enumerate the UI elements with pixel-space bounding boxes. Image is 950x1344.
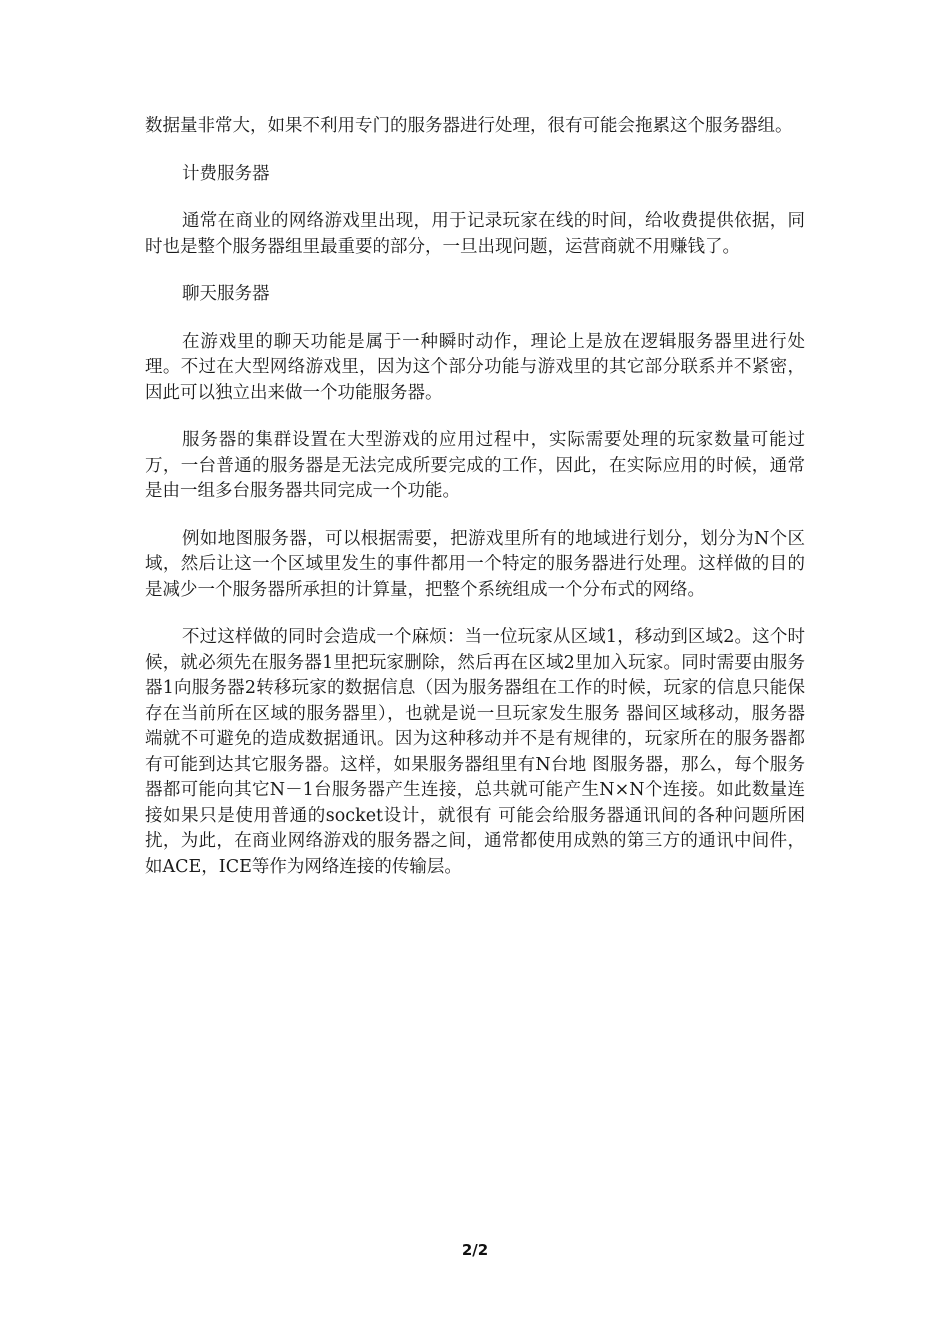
page-number: 2/2: [461, 1241, 489, 1259]
paragraph-map-server: 例如地图服务器，可以根据需要，把游戏里所有的地域进行划分，划分为N个区域，然后让这一个区域里发生的事件都用一个特定的服务器进行处理。这样做的目的是减少一个服务器所承担的计算量，把整个系统组成一个分布式的网络。: [145, 528, 805, 600]
paragraph-cross-region: 不过这样做的同时会造成一个麻烦：当一位玩家从区域1，移动到区域2。这个时候，就必须先在服务器1里把玩家删除，然后再在区域2里加入玩家。同时需要由服务器1向服务器2转移玩家的数据信息（因为服务器组在工作的时候，玩家的信息只能保存在当前所在区域的服务器里），也就是说一旦玩家发生服务 器间区域移动，服务器端就不可避免的造成数据通讯。因为这种移动并不是有规律的，玩家所在的服务器都有可能到达其它服务器。这样，如果服务器组里有N台地 图服务器，那么，每个服务器都可能向其它N－1台服务器产生连接，总共就可能产生N×N个连接。如此数量连接如果只是使用普通的socket设计，就很有 可能会给服务器通讯间的各种问题所困扰，为此，在商业网络游戏的服务器之间，通常都使用成熟的第三方的通讯中间件，如ACE，ICE等作为网络连接的传输层。: [145, 627, 805, 877]
paragraph-billing-server: 通常在商业的网络游戏里出现，用于记录玩家在线的时间，给收费提供依据，同时也是整个服务器组里最重要的部分，一旦出现问题，运营商就不用赚钱了。: [145, 211, 805, 257]
paragraph-chat-server: 在游戏里的聊天功能是属于一种瞬时动作，理论上是放在逻辑服务器里进行处理。不过在大型网络游戏里，因为这个部分功能与游戏里的其它部分联系并不紧密，因此可以独立出来做一个功能服务器。: [145, 331, 805, 403]
heading-billing-server: 计费服务器: [182, 163, 270, 184]
heading-chat-server: 聊天服务器: [182, 284, 270, 304]
document-body: [145, 114, 805, 902]
paragraph-intro-continuation: 数据量非常大，如果不利用专门的服务器进行处理，很有可能会拖累这个服务器组。: [145, 116, 793, 136]
paragraph-server-cluster: 服务器的集群设置在大型游戏的应用过程中，实际需要处理的玩家数量可能过万，一台普通的服务器是无法完成所要完成的工作，因此，在实际应用的时候，通常是由一组多台服务器共同完成一个功能。: [145, 430, 805, 501]
